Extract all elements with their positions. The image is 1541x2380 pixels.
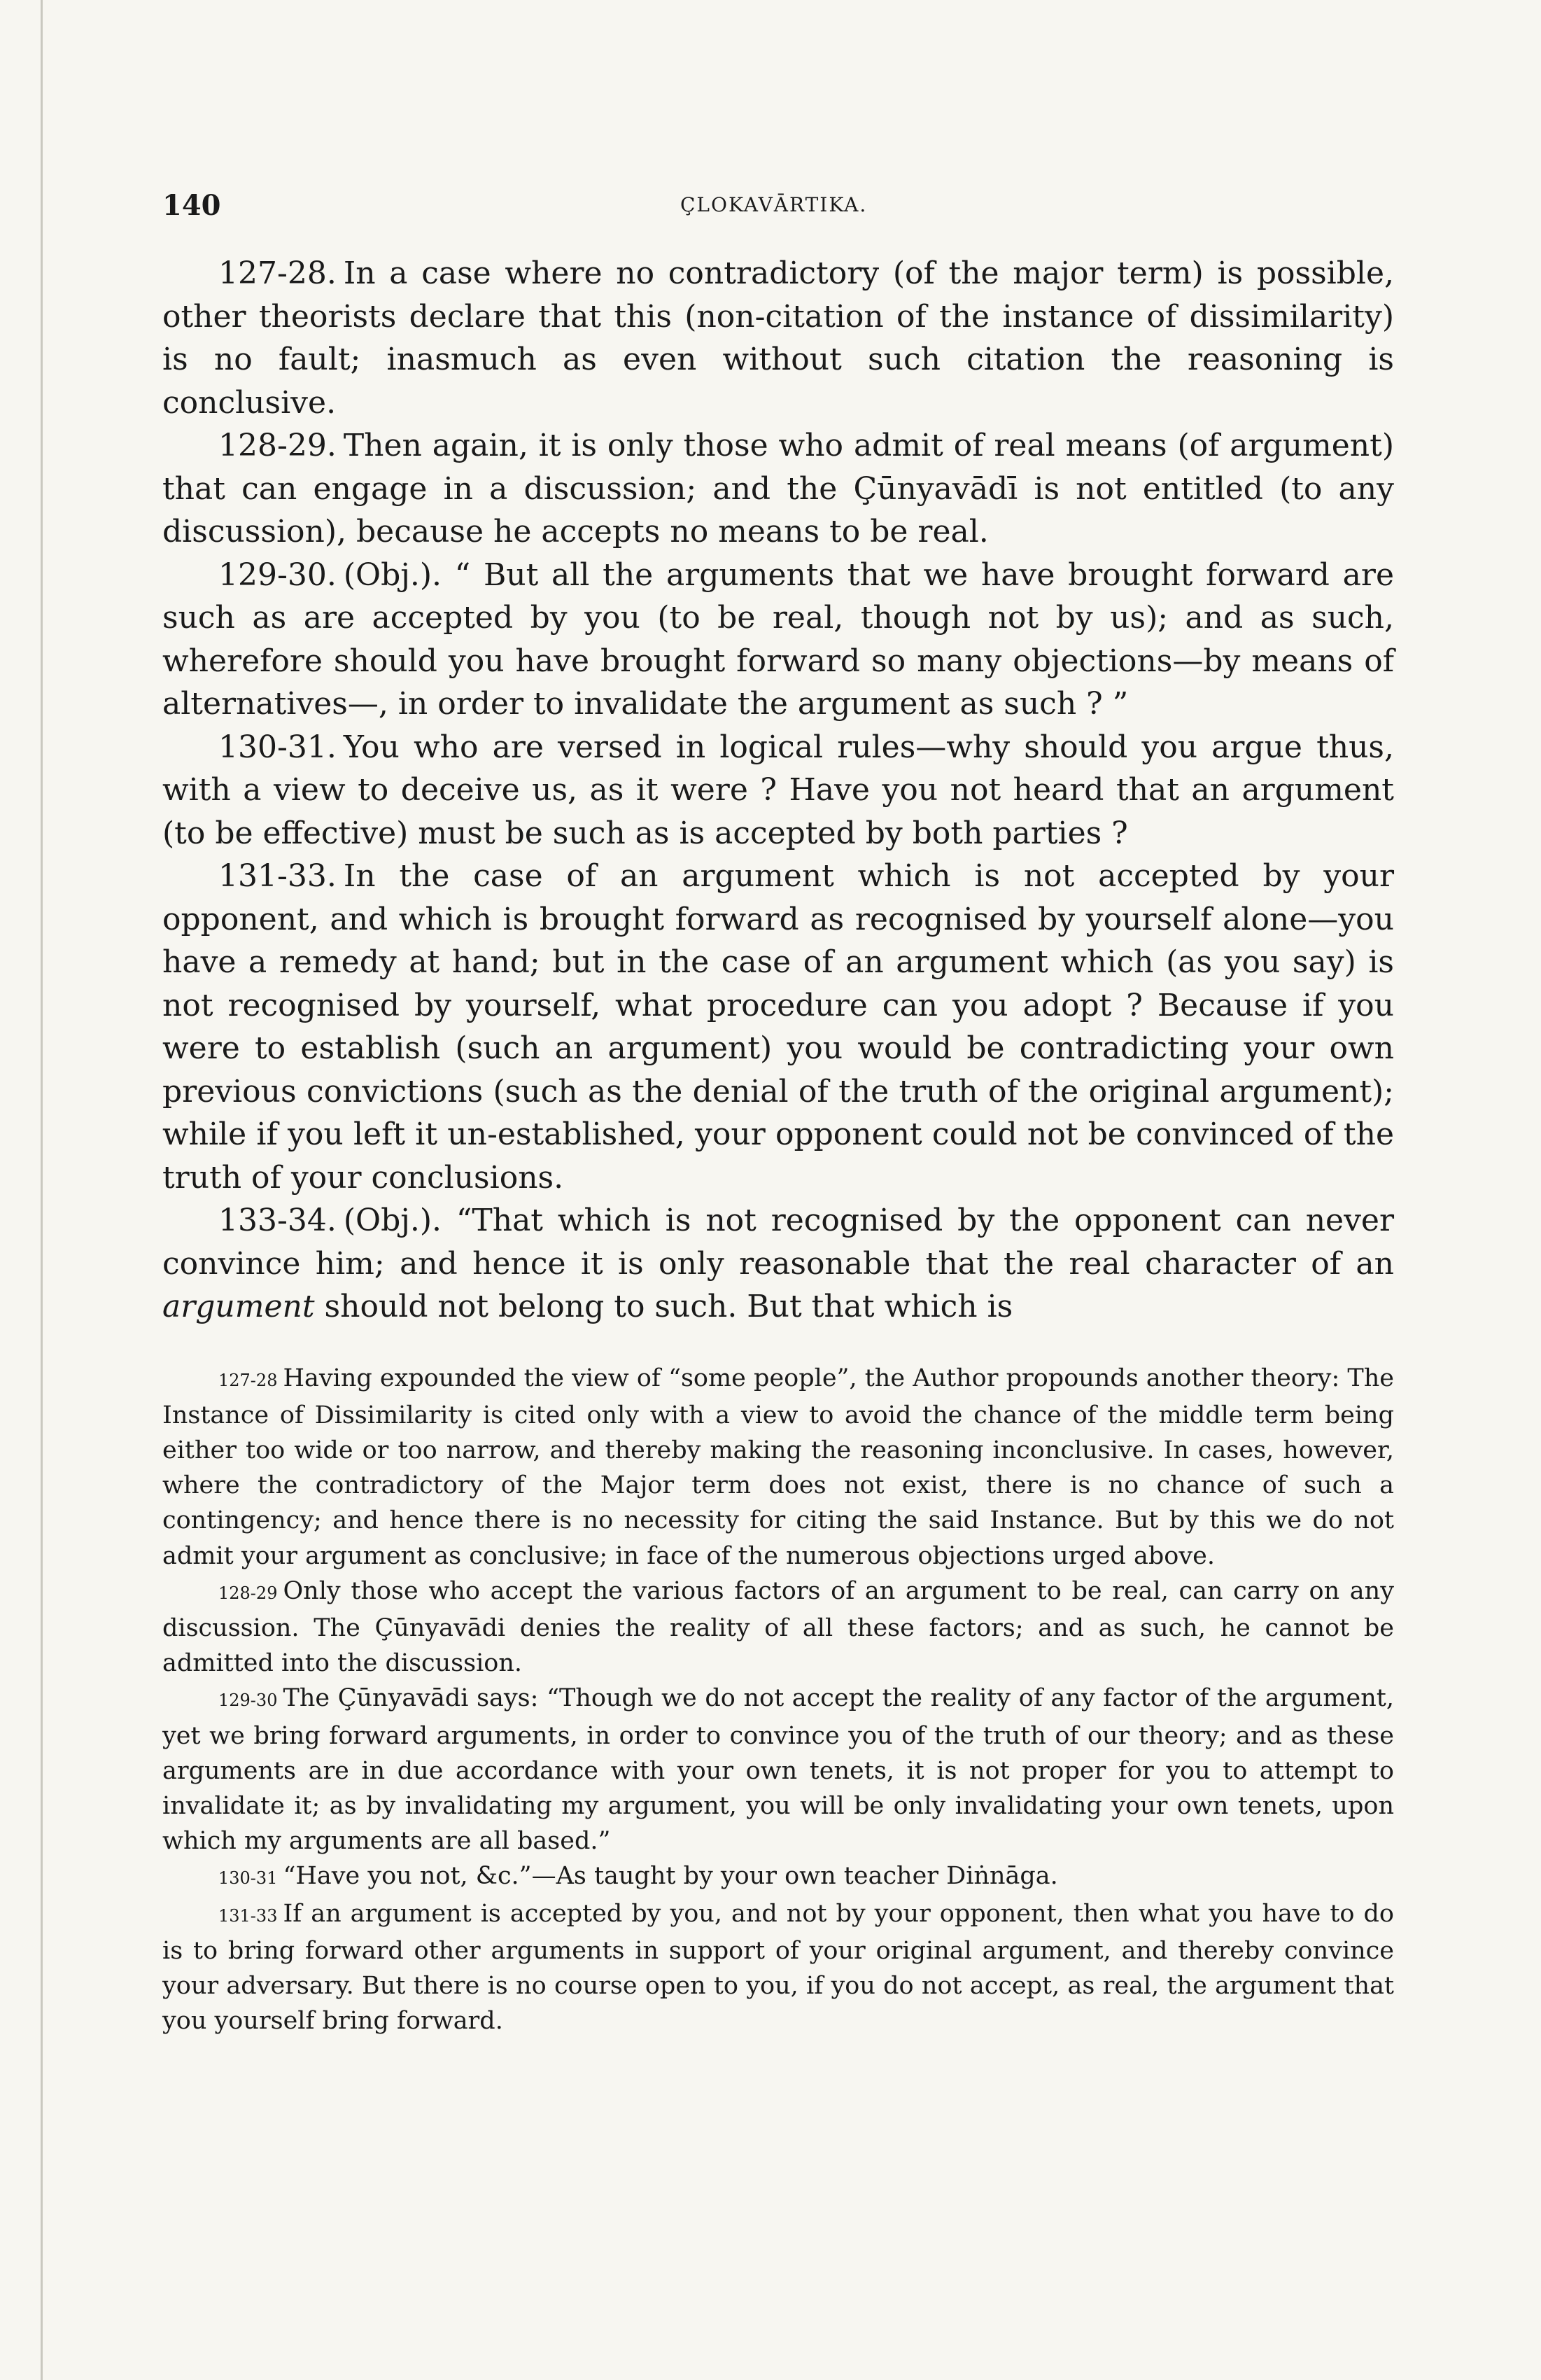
verse-paragraph <box>162 1199 1394 1329</box>
page-edge-line <box>41 0 43 2380</box>
verse-text: In the case of an argument which is not accepted by your opponent, and which is brought forward as recognised by yourself alone—you have a remedy at hand; but in the case of an argument which (as you say) is not recognised by yourself, what procedure can you adopt ? Because if you were to establish (such an argument) you would be contradicting your own previous convictions (such as the denial of the truth of the original argument); while if you left it un-established, your opponent could not be convinced of the truth of your conclusions. <box>162 858 1394 1196</box>
footnotes <box>162 1361 1394 2039</box>
verse-text: (Obj.). “ But all the arguments that we have brought forward are such as are accepted by you (to be real, though not by us); and as such, wherefore should you have brought forward so many objections—by means of alternatives—, in order to invalidate the argument as such ? ” <box>162 556 1394 722</box>
footnote-text: Only those who accept the various factors of an argument to be real, can carry on any discussion. The Çūnyavādi denies the reality of all these factors; and as such, he cannot be admitted into the discussion. <box>162 1576 1394 1678</box>
footnote-text: Having expounded the view of “some people”, the Author propounds another theory: The Instance of Dissimilarity is cited only with a view to avoid the chance of the middle term being either too wide or too narrow, and thereby making the reasoning inconclusive. In cases, however, where the contradictory of the Major term does not exist, there is no chance of such a contingency; and hence there is no necessity for citing the said Instance. But by this we do not admit your argument as conclusive; in face of the numerous objections urged above. <box>162 1364 1394 1570</box>
footnote-ref: 127-28 <box>218 1370 278 1390</box>
verse-paragraph <box>162 554 1394 726</box>
verse-text: You who are versed in logical rules—why should you argue thus, with a view to deceive us, as it were ? Have you not heard that an argument (to be effective) must be such as is accepted by both parties ? <box>162 729 1394 851</box>
verse-number: 130-31. <box>218 729 337 765</box>
footnote-ref: 129-30 <box>218 1690 278 1711</box>
verse-number: 131-33. <box>218 858 337 894</box>
verse-text: should not belong to such. But that which is <box>314 1289 1013 1324</box>
running-title: ÇLOKAVĀRTIKA. <box>680 193 868 216</box>
verse-paragraph <box>162 252 1394 424</box>
verse-paragraph <box>162 424 1394 554</box>
footnote <box>162 1681 1394 1858</box>
footnote-text: If an argument is accepted by you, and not by your opponent, then what you have to do is to bring forward other arguments in support of your original argument, and thereby convince your adversary. But there is no course open to you, if you do not accept, as real, the argument that you yourself bring forward. <box>162 1899 1394 2036</box>
verse-text: Then again, it is only those who admit of real means (of argument) that can engage in a discussion; and the Çūnyavādī is not entitled (to any discussion), because he accepts no means to be real. <box>162 428 1394 550</box>
verse-paragraph <box>162 726 1394 855</box>
page-header <box>162 189 1394 231</box>
footnote <box>162 1858 1394 1896</box>
verse-number: 129-30. <box>218 556 337 593</box>
verse-text: In a case where no contradictory (of the major term) is possible, other theorists declare that this (non-citation of the instance of dissimilarity) is no fault; inasmuch as even without such citation the reasoning is conclusive. <box>162 255 1394 421</box>
verse-number: 133-34. <box>218 1203 337 1238</box>
footnote-ref: 130-31 <box>218 1868 278 1889</box>
footnote <box>162 1896 1394 2039</box>
footnote-text: “Have you not, &c.”—As taught by your own teacher Diṅnāga. <box>283 1862 1058 1891</box>
main-text <box>162 252 1394 1329</box>
footnote <box>162 1574 1394 1681</box>
verse-number: 128-29. <box>218 428 337 463</box>
page-number: 140 <box>162 189 221 222</box>
footnote-text: The Çūnyavādi says: “Though we do not accept the reality of any factor of the argument, yet we bring forward arguments, in order to convince you of the truth of our theory; and as these arguments are in due accordance with your own tenets, it is not proper for you to attempt to invalidate it; as by invalidating my argument, you will be only invalidating your own tenets, upon which my arguments are all based.” <box>162 1684 1394 1856</box>
verse-emphasis: argument <box>162 1289 315 1324</box>
footnote-ref: 128-29 <box>218 1583 278 1603</box>
page <box>162 189 1394 2038</box>
footnote <box>162 1361 1394 1574</box>
verse-number: 127-28. <box>218 255 337 291</box>
verse-text: (Obj.). “That which is not recognised by the opponent can never convince him; and hence it is only reasonable that the real character of an <box>162 1203 1394 1282</box>
verse-paragraph <box>162 855 1394 1199</box>
footnote-ref: 131-33 <box>218 1905 278 1926</box>
